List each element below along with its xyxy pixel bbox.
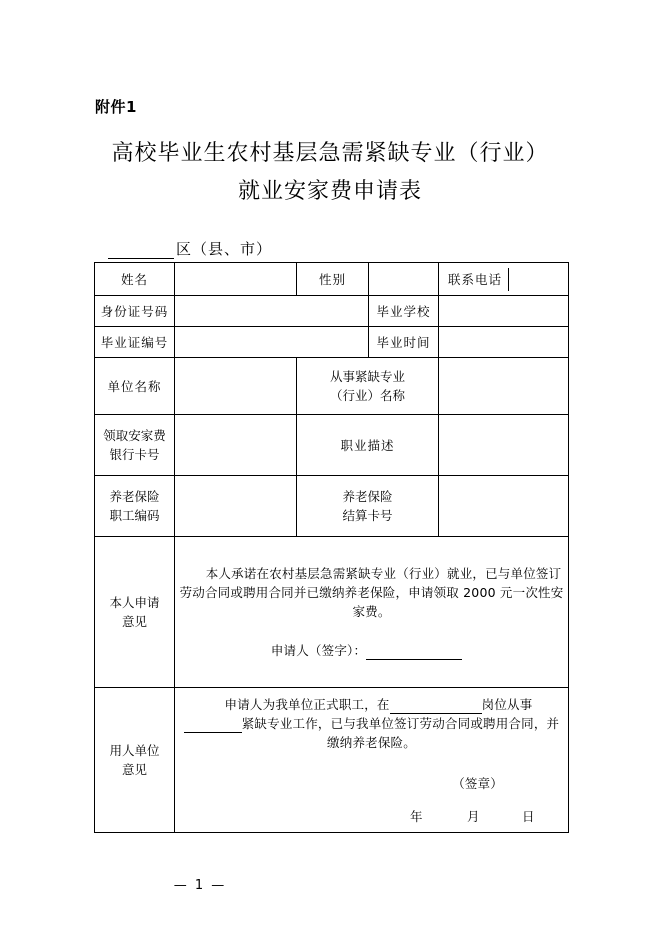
pension-code-label-line-2: 职工编码 bbox=[109, 508, 160, 523]
phone-cell bbox=[439, 263, 569, 296]
job-description-label: 职业描述 bbox=[297, 415, 439, 476]
page-footer bbox=[0, 878, 662, 893]
applicant-opinion-label-line-2: 意见 bbox=[121, 614, 147, 629]
name-label: 姓名 bbox=[95, 263, 175, 296]
settlement-card-label-line-2: 结算卡号 bbox=[342, 508, 393, 523]
applicant-signature-label: 申请人（签字）： bbox=[270, 643, 367, 658]
applicant-opinion-cell bbox=[175, 537, 569, 688]
graduation-time-value[interactable] bbox=[439, 327, 569, 358]
major-label bbox=[297, 358, 439, 415]
pension-code-value[interactable] bbox=[175, 476, 297, 537]
major-value[interactable] bbox=[439, 358, 569, 415]
cert-number-value[interactable] bbox=[175, 327, 369, 358]
settlement-card-value[interactable] bbox=[439, 476, 569, 537]
pension-code-label bbox=[95, 476, 175, 537]
employer-major-blank[interactable] bbox=[184, 719, 242, 733]
school-label: 毕业学校 bbox=[369, 296, 439, 327]
employer-date-row bbox=[178, 807, 565, 826]
major-label-line-2: （行业）名称 bbox=[329, 388, 405, 403]
employer-opinion-text-line-2 bbox=[178, 714, 565, 752]
table-row bbox=[95, 296, 569, 327]
employer-opinion-cell bbox=[175, 688, 569, 833]
employer-opinion-text bbox=[178, 695, 565, 714]
table-row bbox=[95, 358, 569, 415]
employer-seal-label: （签章） bbox=[452, 775, 503, 791]
applicant-signature-row bbox=[178, 641, 565, 660]
table-row bbox=[95, 263, 569, 296]
name-value[interactable] bbox=[175, 263, 297, 296]
graduation-time-label: 毕业时间 bbox=[369, 327, 439, 358]
bank-card-value[interactable] bbox=[175, 415, 297, 476]
applicant-opinion-label bbox=[95, 537, 175, 688]
employer-opinion-text-part-2: 岗位从事 bbox=[481, 696, 533, 712]
pension-code-label-line-1: 养老保险 bbox=[109, 489, 160, 504]
applicant-signature-blank[interactable] bbox=[366, 646, 462, 660]
employer-opinion-text-part-3: 紧缺专业工作，已与我单位签订劳动合同或聘用合同，并缴纳养老保险。 bbox=[241, 715, 560, 750]
title-line-1: 高校毕业生农村基层急需紧缺专业（行业） bbox=[111, 141, 549, 166]
cert-number-label: 毕业证编号 bbox=[95, 327, 175, 358]
table-row bbox=[95, 476, 569, 537]
bank-card-label bbox=[95, 415, 175, 476]
district-field bbox=[108, 238, 272, 259]
id-number-label: 身份证号码 bbox=[95, 296, 175, 327]
unit-name-label: 单位名称 bbox=[95, 358, 175, 415]
table-row bbox=[95, 415, 569, 476]
gender-value[interactable] bbox=[369, 263, 439, 296]
table-row bbox=[95, 537, 569, 688]
date-year-label: 年 bbox=[409, 808, 423, 824]
phone-label: 联系电话 bbox=[442, 268, 509, 291]
district-label: 区（县、市） bbox=[176, 240, 273, 258]
applicant-opinion-text: 本人承诺在农村基层急需紧缺专业（行业）就业，已与单位签订劳动合同或聘用合同并已缴纳养老保险，申请领取 2000 元一次性安家费。 bbox=[179, 566, 564, 619]
bank-card-label-line-1: 领取安家费 bbox=[103, 428, 166, 443]
settlement-card-label-line-1: 养老保险 bbox=[342, 489, 393, 504]
date-day-label: 日 bbox=[521, 808, 535, 824]
unit-name-value[interactable] bbox=[175, 358, 297, 415]
employer-post-blank[interactable] bbox=[390, 700, 482, 714]
school-value[interactable] bbox=[439, 296, 569, 327]
table-row bbox=[95, 327, 569, 358]
page-title bbox=[80, 135, 580, 211]
job-description-value[interactable] bbox=[439, 415, 569, 476]
application-form-table bbox=[94, 262, 569, 833]
page-number: — 1 — bbox=[173, 878, 227, 893]
gender-label: 性别 bbox=[297, 263, 369, 296]
employer-opinion-label-line-2: 意见 bbox=[121, 762, 147, 777]
date-month-label: 月 bbox=[466, 808, 480, 824]
employer-opinion-text-part-1: 申请人为我单位正式职工，在 bbox=[224, 696, 390, 712]
employer-opinion-label-line-1: 用人单位 bbox=[109, 743, 160, 758]
phone-value[interactable] bbox=[509, 268, 566, 291]
district-blank[interactable] bbox=[108, 244, 174, 259]
employer-opinion-label bbox=[95, 688, 175, 833]
table-row bbox=[95, 688, 569, 833]
applicant-opinion-label-line-1: 本人申请 bbox=[109, 595, 160, 610]
id-number-value[interactable] bbox=[175, 296, 369, 327]
attachment-label: 附件1 bbox=[95, 98, 137, 116]
major-label-line-1: 从事紧缺专业 bbox=[329, 369, 405, 384]
title-line-2: 就业安家费申请表 bbox=[237, 179, 422, 204]
settlement-card-label bbox=[297, 476, 439, 537]
bank-card-label-line-2: 银行卡号 bbox=[109, 447, 160, 462]
